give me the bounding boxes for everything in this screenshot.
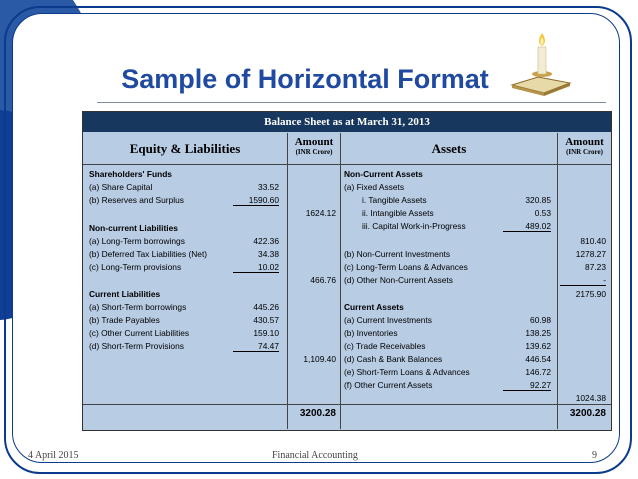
divider-vertical [557,133,558,429]
reserves-surplus-label: (b) Reserves and Surplus [89,195,184,205]
short-term-loans-value: 146.72 [525,367,551,377]
other-current-liabilities-label: (c) Other Current Liabilities [89,328,190,338]
current-liabilities-heading: Current Liabilities [89,289,161,299]
non-current-liabilities-total: 466.76 [310,275,336,285]
short-term-loans-label: (e) Short-Term Loans & Advances [344,367,470,377]
non-current-investments-value: 1278.27 [575,249,606,259]
trade-receivables-value: 139.62 [525,341,551,351]
long-term-loans-label: (c) Long-Term Loans & Advances [344,262,468,272]
capital-wip-label: iii. Capital Work-in-Progress [362,221,466,231]
long-term-provisions-value: 10.02 [233,262,279,273]
non-current-assets-heading: Non-Current Assets [344,169,423,179]
short-term-provisions-value: 74.47 [233,341,279,352]
capital-wip-value: 489.02 [503,221,551,232]
divider-vertical [287,133,288,429]
long-term-loans-value: 87.23 [585,262,606,272]
current-assets-heading: Current Assets [344,302,404,312]
shareholders-funds-total: 1624.12 [305,208,336,218]
share-capital-label: (a) Share Capital [89,182,153,192]
non-current-liabilities-heading: Non-current Liabilities [89,223,178,233]
title-underline [97,102,606,103]
left-amount-header [288,133,340,164]
divider-vertical [340,133,341,429]
right-amount-label: Amount [565,136,604,148]
share-capital-value: 33.52 [258,182,279,192]
intangible-assets-value: 0.53 [534,208,551,218]
trade-receivables-label: (c) Trade Receivables [344,341,426,351]
footer-page-number: 9 [592,450,597,461]
current-liabilities-total: 1,109.40 [303,354,336,364]
current-assets-total: 1024.38 [575,393,606,403]
left-amount-unit: (INR Crore) [295,148,333,156]
cash-bank-label: (d) Cash & Bank Balances [344,354,443,364]
slide-title: Sample of Horizontal Format [121,64,489,94]
footer-title: Financial Accounting [272,450,358,461]
right-amount-unit: (INR Crore) [566,148,603,156]
divider-horizontal [83,164,611,165]
short-term-provisions-label: (d) Short-Term Provisions [89,341,184,351]
short-term-borrowings-value: 445.26 [253,302,279,312]
fixed-assets-label: (a) Fixed Assets [344,182,405,192]
non-current-assets-total: 2175.90 [575,289,606,299]
footer-date: 4 April 2015 [28,450,79,461]
other-non-current-assets-value: - [560,275,606,286]
current-investments-label: (a) Current Investments [344,315,432,325]
divider-horizontal [83,404,611,405]
right-amount-header [558,133,611,164]
long-term-borrowings-value: 422.36 [253,236,279,246]
cash-bank-value: 446.54 [525,354,551,364]
other-non-current-assets-label: (d) Other Non-Current Assets [344,275,453,285]
balance-sheet-title: Balance Sheet as at March 31, 2013 [83,112,611,132]
tangible-assets-label: i. Tangible Assets [362,195,427,205]
trade-payables-label: (b) Trade Payables [89,315,160,325]
long-term-provisions-label: (c) Long-Term provisions [89,262,182,272]
assets-header: Assets [431,141,467,156]
non-current-investments-label: (b) Non-Current Investments [344,249,451,259]
deferred-tax-label: (b) Deferred Tax Liabilities (Net) [89,249,208,259]
left-amount-label: Amount [294,136,334,148]
inventories-value: 138.25 [525,328,551,338]
intangible-assets-label: ii. Intangible Assets [362,208,434,218]
balance-sheet [82,111,612,431]
deferred-tax-value: 34.38 [258,249,279,259]
shareholders-funds-heading: Shareholders' Funds [89,169,172,179]
liabilities-grand-total: 3200.28 [299,408,336,419]
reserves-surplus-value: 1590.60 [233,195,279,206]
long-term-borrowings-label: (a) Long-Term borrowings [89,236,185,246]
assets-grand-total: 3200.28 [569,408,606,419]
other-current-assets-value: 92.27 [503,380,551,391]
equity-liabilities-header: Equity & Liabilities [129,141,241,156]
inventories-label: (b) Inventories [344,328,398,338]
other-current-liabilities-value: 159.10 [253,328,279,338]
other-current-assets-label: (f) Other Current Assets [344,380,433,390]
tangible-assets-value: 320.85 [525,195,551,205]
candle-book-icon [508,27,574,99]
fixed-assets-total: 810.40 [580,236,606,246]
trade-payables-value: 430.57 [253,315,279,325]
current-investments-value: 60.98 [530,315,551,325]
short-term-borrowings-label: (a) Short-Term borrowings [89,302,187,312]
